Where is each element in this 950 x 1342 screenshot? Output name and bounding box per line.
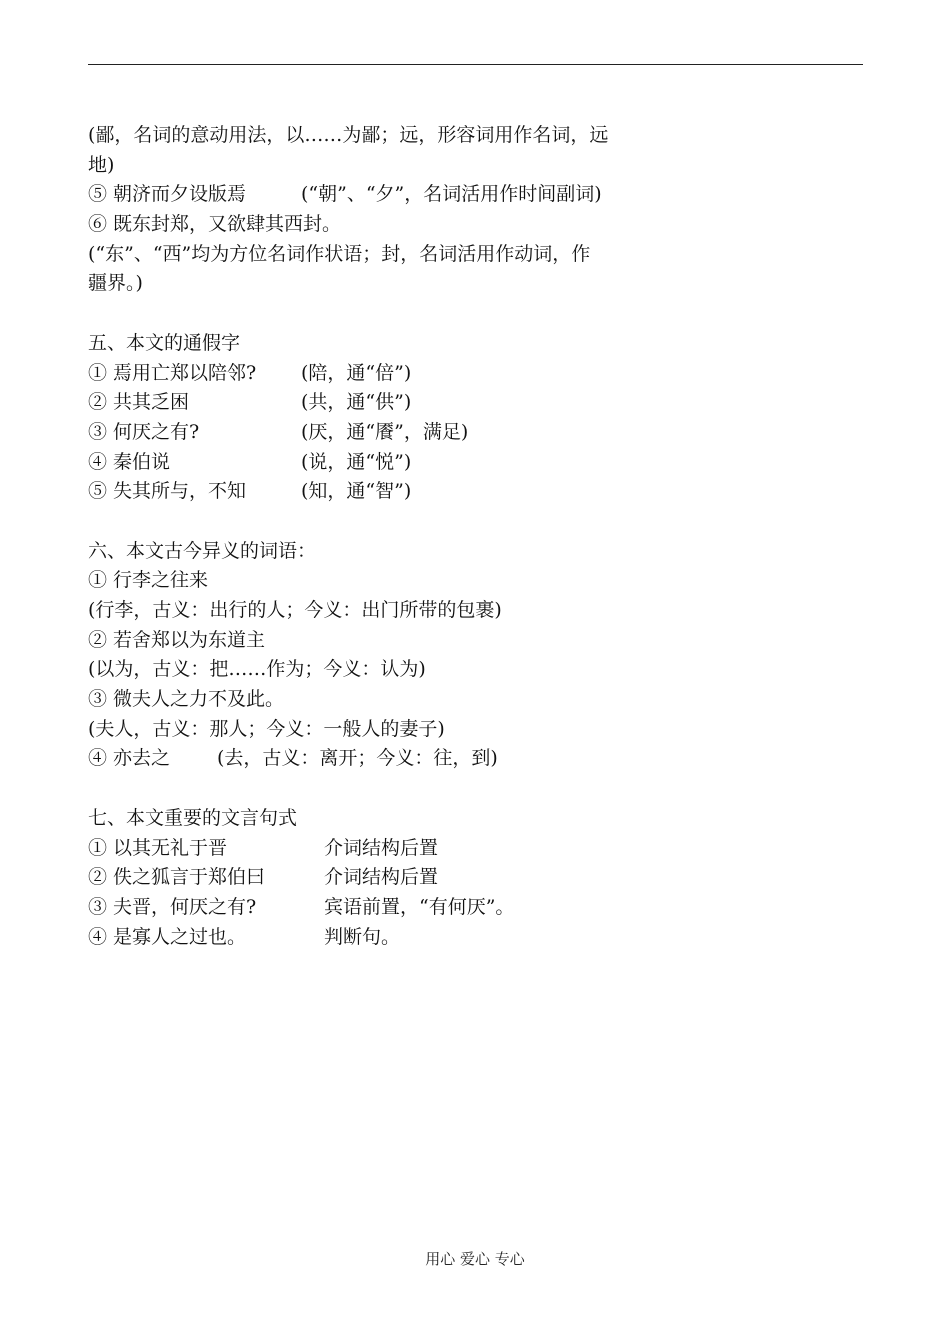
- s4-item-5: [88, 180, 688, 210]
- page-footer: 用心 爱心 专心: [425, 1250, 525, 1268]
- s6-item-2: ② 若舍郑以为东道主: [88, 628, 266, 651]
- s6-item-3: ③ 微夫人之力不及此。: [88, 688, 285, 711]
- header-rule: [88, 64, 863, 65]
- s4-item-6-note-a: (“东”、“西”均为方位名词作状语；封，名词活用作动词，作: [88, 242, 591, 265]
- s4-note-line-2: 地): [88, 153, 115, 176]
- s5-item-4: [88, 448, 688, 478]
- spacer: [88, 774, 688, 804]
- s4-note-line-1: (鄙，名词的意动用法，以……为鄙；远，形容词用作名词，远: [88, 124, 609, 146]
- s5-item-1-text: ① 焉用亡郑以陪邻?: [88, 361, 257, 384]
- s5-item-3-text: ③ 何厌之有?: [88, 420, 200, 443]
- s6-item-4-note: (去，古义：离开；今义：往，到): [217, 747, 498, 770]
- s6-item-1-note: (行李，古义：出行的人；今义：出门所带的包裹): [88, 599, 502, 621]
- s6-item-4-text: ④ 亦去之: [88, 747, 171, 770]
- page-content: [88, 121, 688, 952]
- s4-item-6-note-b: 疆界。): [88, 272, 143, 295]
- s6-item-2-note: (以为，古义：把……作为；今义：认为): [88, 658, 426, 681]
- s7-item-3-note: 宾语前置，“有何厌”。: [324, 895, 515, 918]
- s5-item-5-text: ⑤ 失其所与，不知: [88, 480, 247, 503]
- s7-item-4-note: 判断句。: [324, 925, 401, 948]
- s7-item-3: [88, 893, 688, 923]
- s4-item-6: ⑥ 既东封郑，又欲肆其西封。: [88, 213, 342, 236]
- s5-item-1: [88, 359, 688, 389]
- s5-item-3: [88, 418, 688, 448]
- s5-item-4-note: (说，通“悦”): [301, 450, 412, 473]
- s7-item-2: [88, 863, 688, 893]
- s7-item-1: [88, 834, 688, 864]
- s7-item-1-note: 介词结构后置: [324, 836, 439, 859]
- s5-item-1-note: (陪，通“倍”): [301, 361, 412, 384]
- spacer: [88, 299, 688, 329]
- s7-item-4-text: ④ 是寡人之过也。: [88, 925, 247, 948]
- s5-item-2-note: (共，通“供”): [301, 391, 412, 414]
- s6-item-1: ① 行李之往来: [88, 569, 209, 592]
- s5-item-5: [88, 477, 688, 507]
- s6-item-3-note: (夫人，古义：那人；今义：一般人的妻子): [88, 717, 445, 740]
- s6-item-4: [88, 744, 688, 774]
- section-6-heading: 六、本文古今异义的词语：: [88, 539, 317, 562]
- s7-item-4: [88, 923, 688, 953]
- section-5-heading: 五、本文的通假字: [88, 331, 241, 354]
- s5-item-2-text: ② 共其乏困: [88, 391, 190, 414]
- s5-item-2: [88, 388, 688, 418]
- s7-item-2-note: 介词结构后置: [324, 866, 439, 889]
- s7-item-1-text: ① 以其无礼于晋: [88, 836, 228, 859]
- s4-item-5-note: (“朝”、“夕”，名词活用作时间副词): [301, 183, 602, 206]
- s5-item-5-note: (知，通“智”): [301, 480, 412, 503]
- s5-item-4-text: ④ 秦伯说: [88, 450, 171, 473]
- s7-item-2-text: ② 佚之狐言于郑伯曰: [88, 866, 266, 889]
- section-7-heading: 七、本文重要的文言句式: [88, 806, 298, 829]
- s7-item-3-text: ③ 夫晋，何厌之有?: [88, 895, 257, 918]
- s5-item-3-note: (厌，通“餍”，满足): [301, 420, 469, 443]
- s4-item-5-text: ⑤ 朝济而夕设版焉: [88, 183, 247, 206]
- spacer: [88, 507, 688, 537]
